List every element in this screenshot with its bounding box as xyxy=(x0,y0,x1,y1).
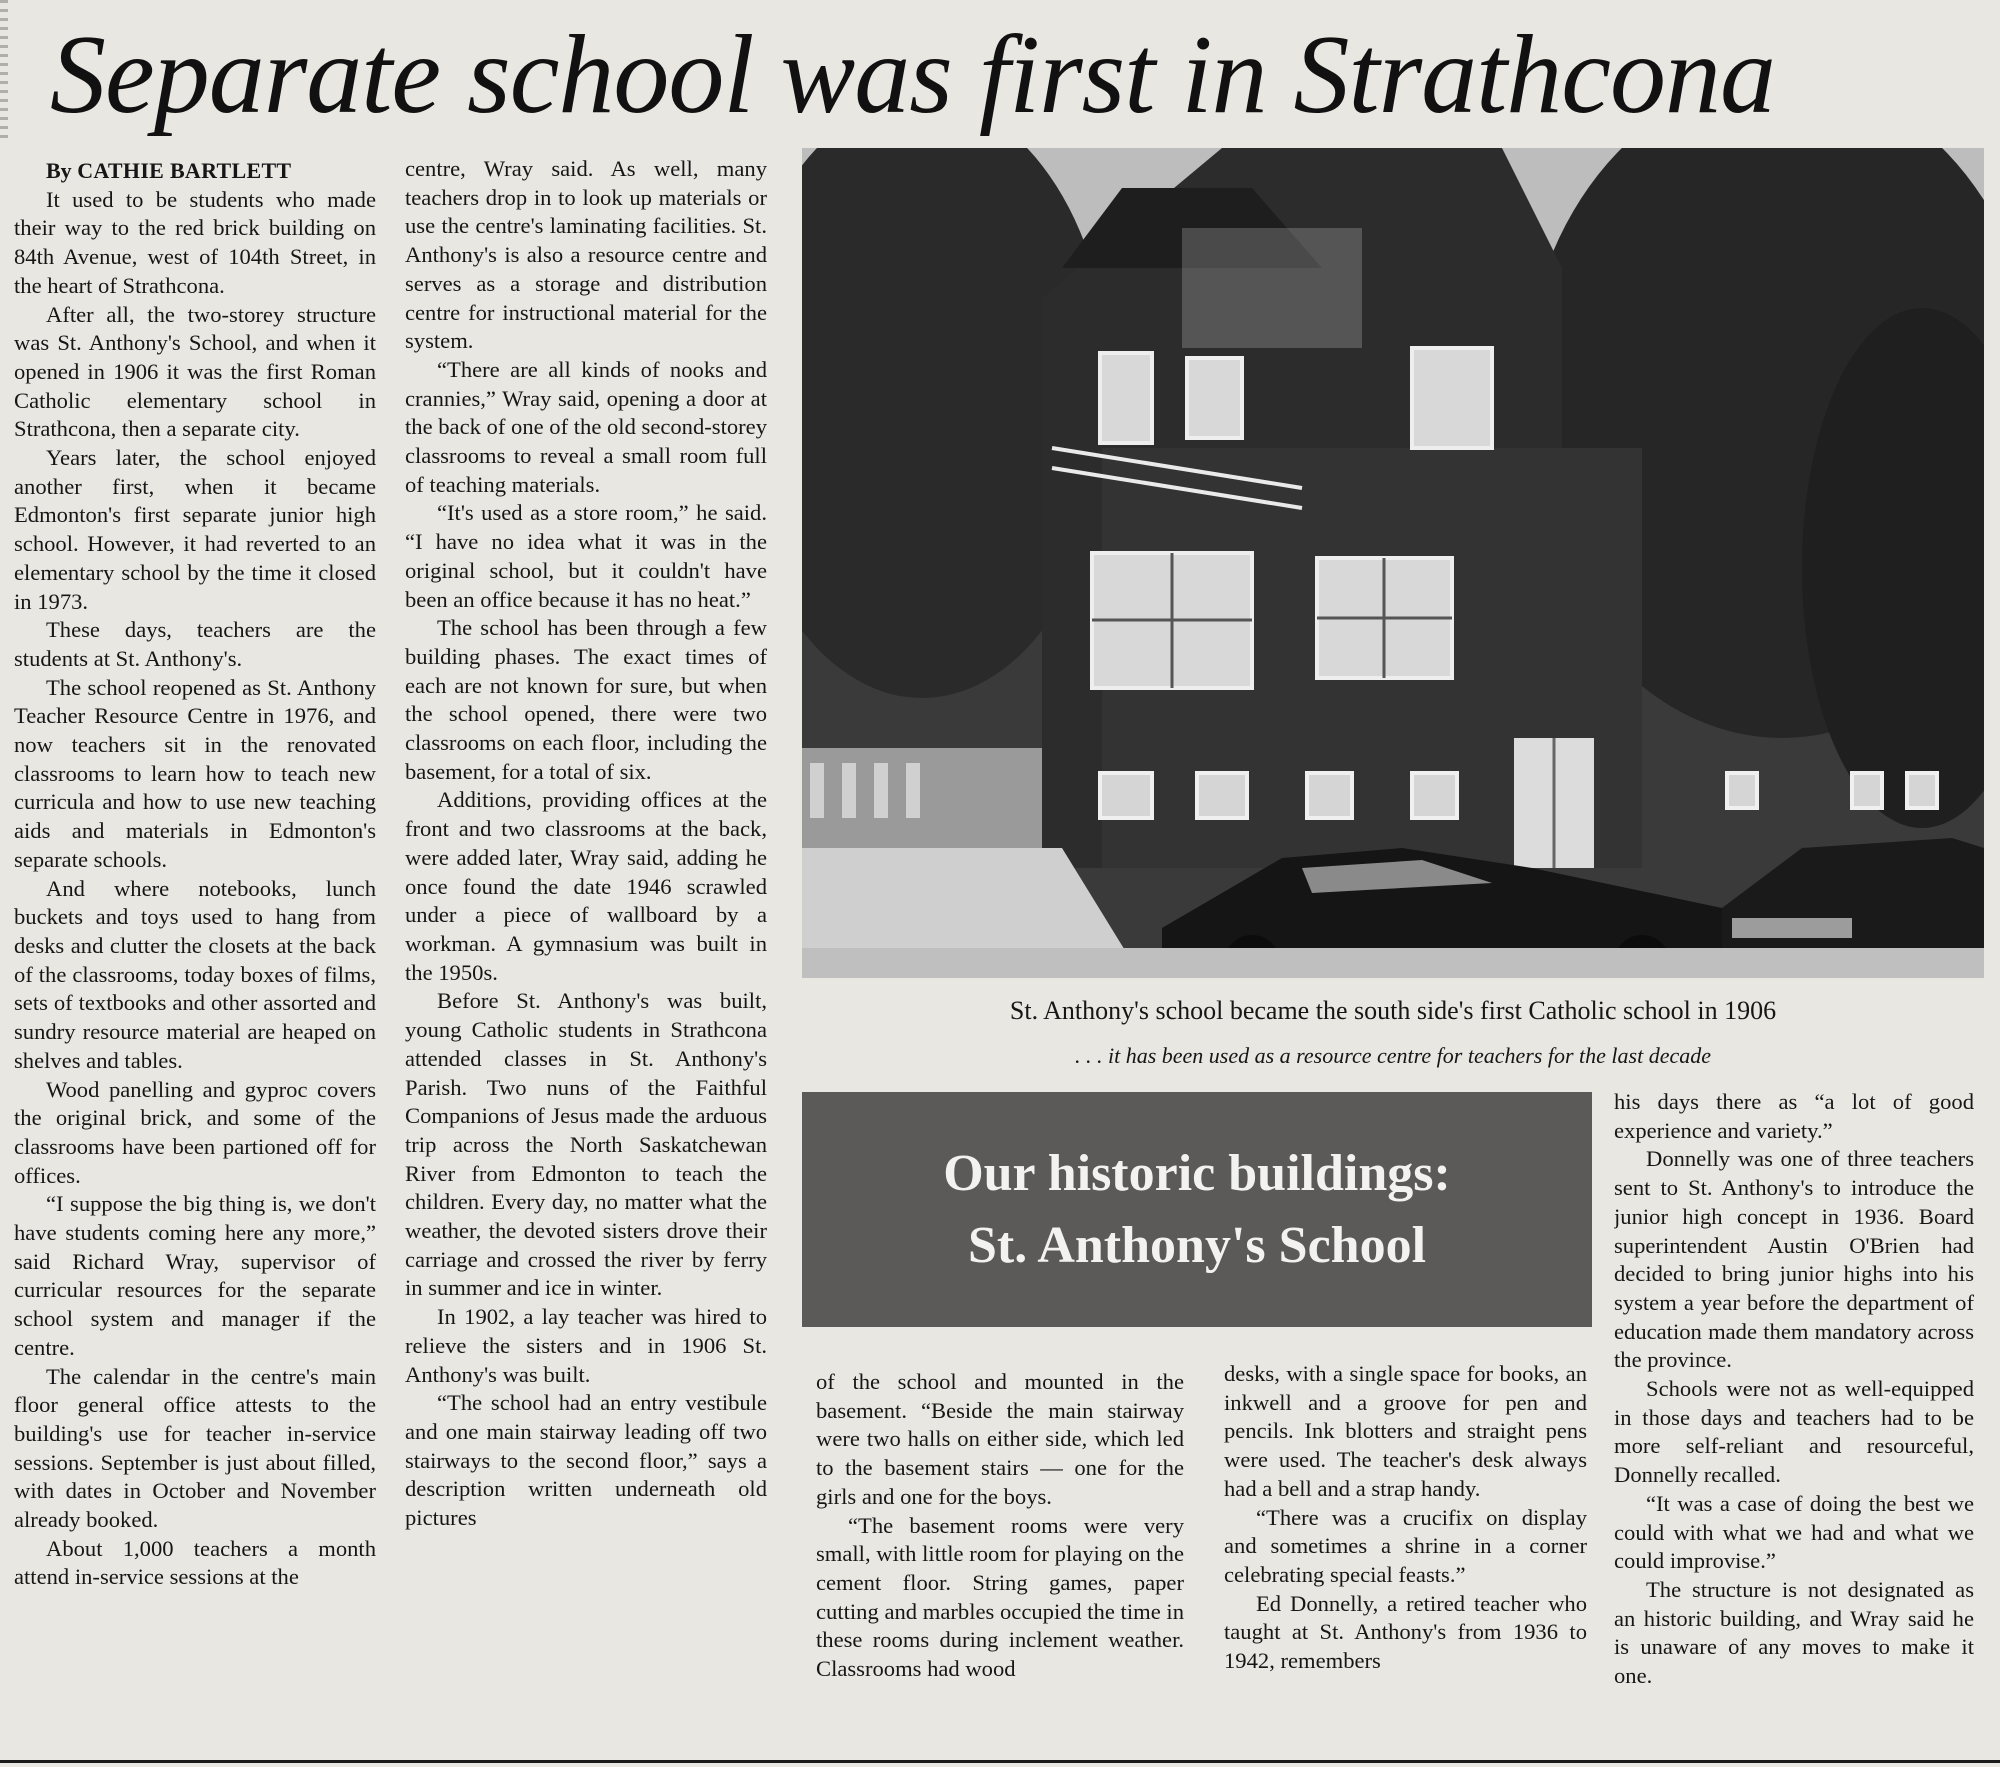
paragraph: Years later, the school enjoyed another first, when it became Edmonton's first separate junior high school. However, it had reverted to an elementary school by the time it closed in 1973. xyxy=(14,445,376,614)
paragraph: his days there as “a lot of good experience and variety.” xyxy=(1614,1089,1974,1143)
paragraph: The calendar in the centre's main floor general office attests to the building's use for teacher in-service sessions. September is just about filled, with dates in October and November already booked. xyxy=(14,1363,376,1533)
banner-subtitle: St. Anthony's School xyxy=(967,1216,1427,1274)
byline-name: CATHIE BARTLETT xyxy=(77,158,292,183)
byline-prefix: By xyxy=(46,158,72,183)
paragraph: “There was a crucifix on display and sometimes a shrine in a corner celebrating special feasts.” xyxy=(1224,1504,1587,1587)
paragraph: The school reopened as St. Anthony Teacher Resource Centre in 1976, and now teachers sit in the renovated classrooms to learn how to teach new curricula and how to use new teaching aids and materials in Edmonton's separate schools. xyxy=(14,674,376,872)
paragraph: Additions, providing offices at the front and two classrooms at the back, were added later, Wray said, adding he once found the date 1946 scrawled under a piece of wallboard by a workman. A gymnasium was built in the 1950s. xyxy=(405,787,767,985)
article-column-3 xyxy=(816,1368,1184,1748)
paragraph: Before St. Anthony's was built, young Catholic students in Strathcona attended classes in St. Anthony's Parish. Two nuns of the Faithful Companions of Jesus made the arduous trip across the North Saskatchewan River from Edmonton to teach the children. Every day, no matter what the weather, the devoted sisters drove their carriage and crossed the river by ferry in summer and ice in winter. xyxy=(405,988,767,1301)
paragraph: About 1,000 teachers a month attend in-service sessions at the xyxy=(14,1535,376,1590)
article-column-2 xyxy=(405,155,767,1745)
paragraph: After all, the two-storey structure was St. Anthony's School, and when it opened in 1906 it was the first Roman Catholic elementary school in Strathcona, then a separate city. xyxy=(14,301,376,442)
paragraph: “The school had an entry vestibule and one main stairway leading off two stairways to the second floor,” says a description written underneath old pictures xyxy=(405,1390,767,1531)
paragraph: “I suppose the big thing is, we don't have students coming here any more,” said Richard Wray, supervisor of curricular resources for the separate school system and manager if the centre. xyxy=(14,1191,376,1360)
paragraph: “It was a case of doing the best we could with what we had and what we could improvise.” xyxy=(1614,1490,1974,1574)
article-column-4 xyxy=(1224,1360,1587,1745)
paragraph: “There are all kinds of nooks and crannies,” Wray said, opening a door at the back of one of the old second-storey classrooms to reveal a small room full of teaching materials. xyxy=(405,356,767,497)
page-edge-mark xyxy=(0,0,8,140)
paragraph: centre, Wray said. As well, many teachers drop in to look up materials or use the centre's laminating facilities. St. Anthony's is also a resource centre and serves as a storage and distribution centre for instructional material for the system. xyxy=(405,156,767,354)
series-banner xyxy=(802,1092,1592,1327)
paragraph: “It's used as a store room,” he said. “I have no idea what it was in the original school, but it couldn't have been an office because it has no heat.” xyxy=(405,500,767,612)
headline: Separate school was first in Strathcona xyxy=(50,13,1775,137)
photo-subcaption: . . . it has been used as a resource centre for teachers for the last decade xyxy=(1074,1043,1712,1068)
paragraph: The structure is not designated as an historic building, and Wray said he is unaware of any moves to make it one. xyxy=(1614,1576,1974,1689)
paragraph: It used to be students who made their way to the red brick building on 84th Avenue, west of 104th Street, in the heart of Strathcona. xyxy=(14,186,376,298)
school-photo xyxy=(802,148,1984,978)
paragraph: Schools were not as well-equipped in those days and teachers had to be more self-reliant and resourceful, Donnelly recalled. xyxy=(1614,1376,1974,1488)
paragraph: In 1902, a lay teacher was hired to relieve the sisters and in 1906 St. Anthony's was built. xyxy=(405,1304,767,1387)
paragraph: These days, teachers are the students at St. Anthony's. xyxy=(14,617,376,671)
paragraph: of the school and mounted in the basement. “Beside the main stairway were two halls on either side, which led to the basement stairs — one for the girls and one for the boys. xyxy=(816,1369,1184,1509)
paragraph: And where notebooks, lunch buckets and toys used to hang from desks and clutter the closets at the back of the classrooms, today boxes of films, sets of textbooks and other assorted and sundry resource material are heaped on shelves and tables. xyxy=(14,875,376,1073)
paragraph: The school has been through a few building phases. The exact times of each are not known for sure, but when the school opened, there were two classrooms on each floor, including the basement, for a total of six. xyxy=(405,615,767,784)
bottom-rule xyxy=(0,1760,2000,1763)
article-column-5 xyxy=(1614,1088,1974,1748)
paragraph: Wood panelling and gyproc covers the original brick, and some of the classrooms have been partioned off for offices. xyxy=(14,1076,376,1188)
byline xyxy=(14,157,376,186)
paragraph: desks, with a single space for books, an inkwell and a groove for pen and pencils. Ink blotters and straight pens were used. The teacher's desk always had a bell and a strap handy. xyxy=(1224,1361,1587,1501)
paragraph: Donnelly was one of three teachers sent to St. Anthony's to introduce the junior high concept in 1936. Board superintendent Austin O'Brien had decided to bring junior highs into his system a year before the department of education made them mandatory across the province. xyxy=(1614,1146,1974,1373)
school-photo-illustration xyxy=(802,148,1984,978)
photo-caption: St. Anthony's school became the south side's first Catholic school in 1906 xyxy=(1009,996,1777,1025)
paragraph: “The basement rooms were very small, with little room for playing on the cement floor. String games, paper cutting and marbles occupied the time in these rooms during inclement weather. Classrooms had wood xyxy=(816,1512,1184,1682)
banner-title: Our historic buildings: xyxy=(943,1144,1451,1202)
article-column-1 xyxy=(14,157,376,1742)
paragraph: Ed Donnelly, a retired teacher who taught at St. Anthony's from 1936 to 1942, remembers xyxy=(1224,1590,1587,1674)
